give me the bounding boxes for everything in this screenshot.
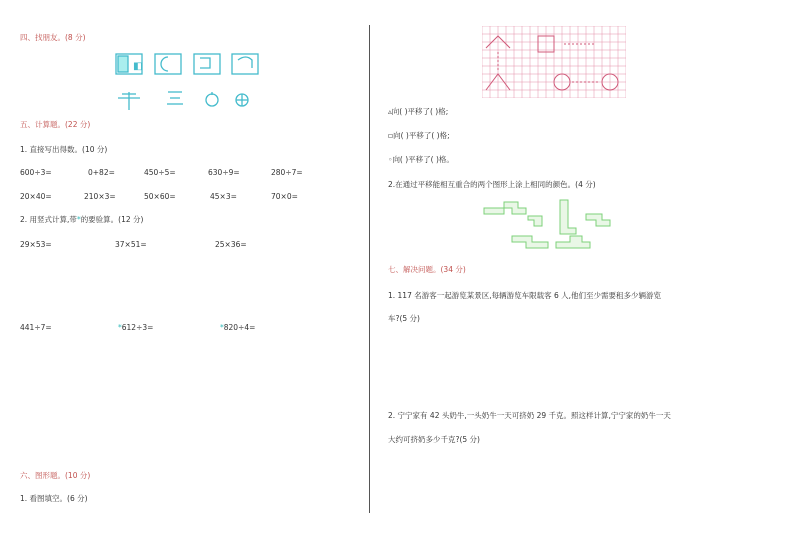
translation-shapes (482, 196, 632, 254)
shape-c (560, 200, 576, 234)
question-6-1: 1. 看图填空。(6 分) (20, 494, 88, 503)
question-5-1: 1. 直接写出得数。(10 分) (20, 145, 108, 154)
fill-line-triangle: ▵向( )平移了( )格; (388, 107, 449, 116)
calc-item: 280÷7= (271, 168, 303, 177)
vertical-calc-item: 29×53= (20, 240, 52, 249)
half-figure-2-icon (155, 54, 181, 74)
star-icon: * (220, 323, 224, 332)
calc-item: 450÷5= (144, 168, 176, 177)
section-5-title: 五、计算题。(22 分) (20, 120, 91, 129)
question-7-2-line2: 大约可挤奶多少千克?(5 分) (388, 435, 480, 444)
vertical-calc-item: 441÷7= (20, 323, 52, 332)
vertical-calc-item: *820÷4= (220, 323, 256, 332)
calc-item: 50×60= (144, 192, 176, 201)
half-figure-3-icon (194, 54, 220, 74)
column-divider (369, 25, 370, 513)
triangle-icon: ▵ (388, 107, 392, 116)
vertical-calc-item: 37×51= (115, 240, 147, 249)
section-4-title: 四、找朋友。(8 分) (20, 33, 86, 42)
apple-icon (206, 92, 218, 106)
section-7-title: 七、解决问题。(34 分) (388, 265, 466, 274)
svg-text:◧: ◧ (133, 61, 143, 72)
calc-item: 630÷9= (208, 168, 240, 177)
question-7-2-line1: 2. 宁宁家有 42 头奶牛,一头奶牛一天可挤奶 29 千克。照这样计算,宁宁家的奶牛一天 (388, 411, 671, 420)
calc-item: 210×3= (84, 192, 116, 201)
vertical-calc-item: 25×36= (215, 240, 247, 249)
matching-pictures (110, 48, 270, 114)
calc-item: 0+82= (88, 168, 115, 177)
vertical-calc-item: *612÷3= (118, 323, 154, 332)
question-6-2: 2.在通过平移能相互重合的两个图形上涂上相同的颜色。(4 分) (388, 180, 596, 189)
shape-f (556, 236, 590, 248)
circle-icon: ◦ (388, 155, 393, 164)
shape-d (586, 214, 610, 226)
shape-b (528, 216, 542, 226)
fill-line-square: ▫向( )平移了( )格; (388, 131, 450, 140)
question-7-1-line2: 车?(5 分) (388, 314, 420, 323)
half-figure-1-icon (116, 54, 142, 74)
calc-item: 45×3= (210, 192, 237, 201)
half-figure-4-icon (232, 54, 258, 74)
dragonfly-icon (118, 92, 140, 110)
symbol-icon (167, 92, 183, 104)
snowflake-icon (236, 94, 248, 106)
calc-item: 600÷3= (20, 168, 52, 177)
shape-e (512, 236, 548, 248)
calc-item: 70×0= (271, 192, 298, 201)
question-5-2: 2. 用竖式计算,带*的要验算。(12 分) (20, 215, 144, 224)
section-6-title: 六、图形题。(10 分) (20, 471, 91, 480)
square-icon: ▫ (388, 131, 394, 140)
question-7-1-line1: 1. 117 名游客一起游览某景区,每辆游览车限载客 6 人,他们至少需要租多少辆游览 (388, 291, 662, 300)
shape-a (484, 202, 526, 214)
star-icon: * (118, 323, 122, 332)
fill-line-circle: ◦向( )平移了( )格。 (388, 155, 454, 164)
translation-grid (482, 26, 626, 98)
star-icon: * (76, 215, 81, 224)
calc-item: 20×40= (20, 192, 52, 201)
